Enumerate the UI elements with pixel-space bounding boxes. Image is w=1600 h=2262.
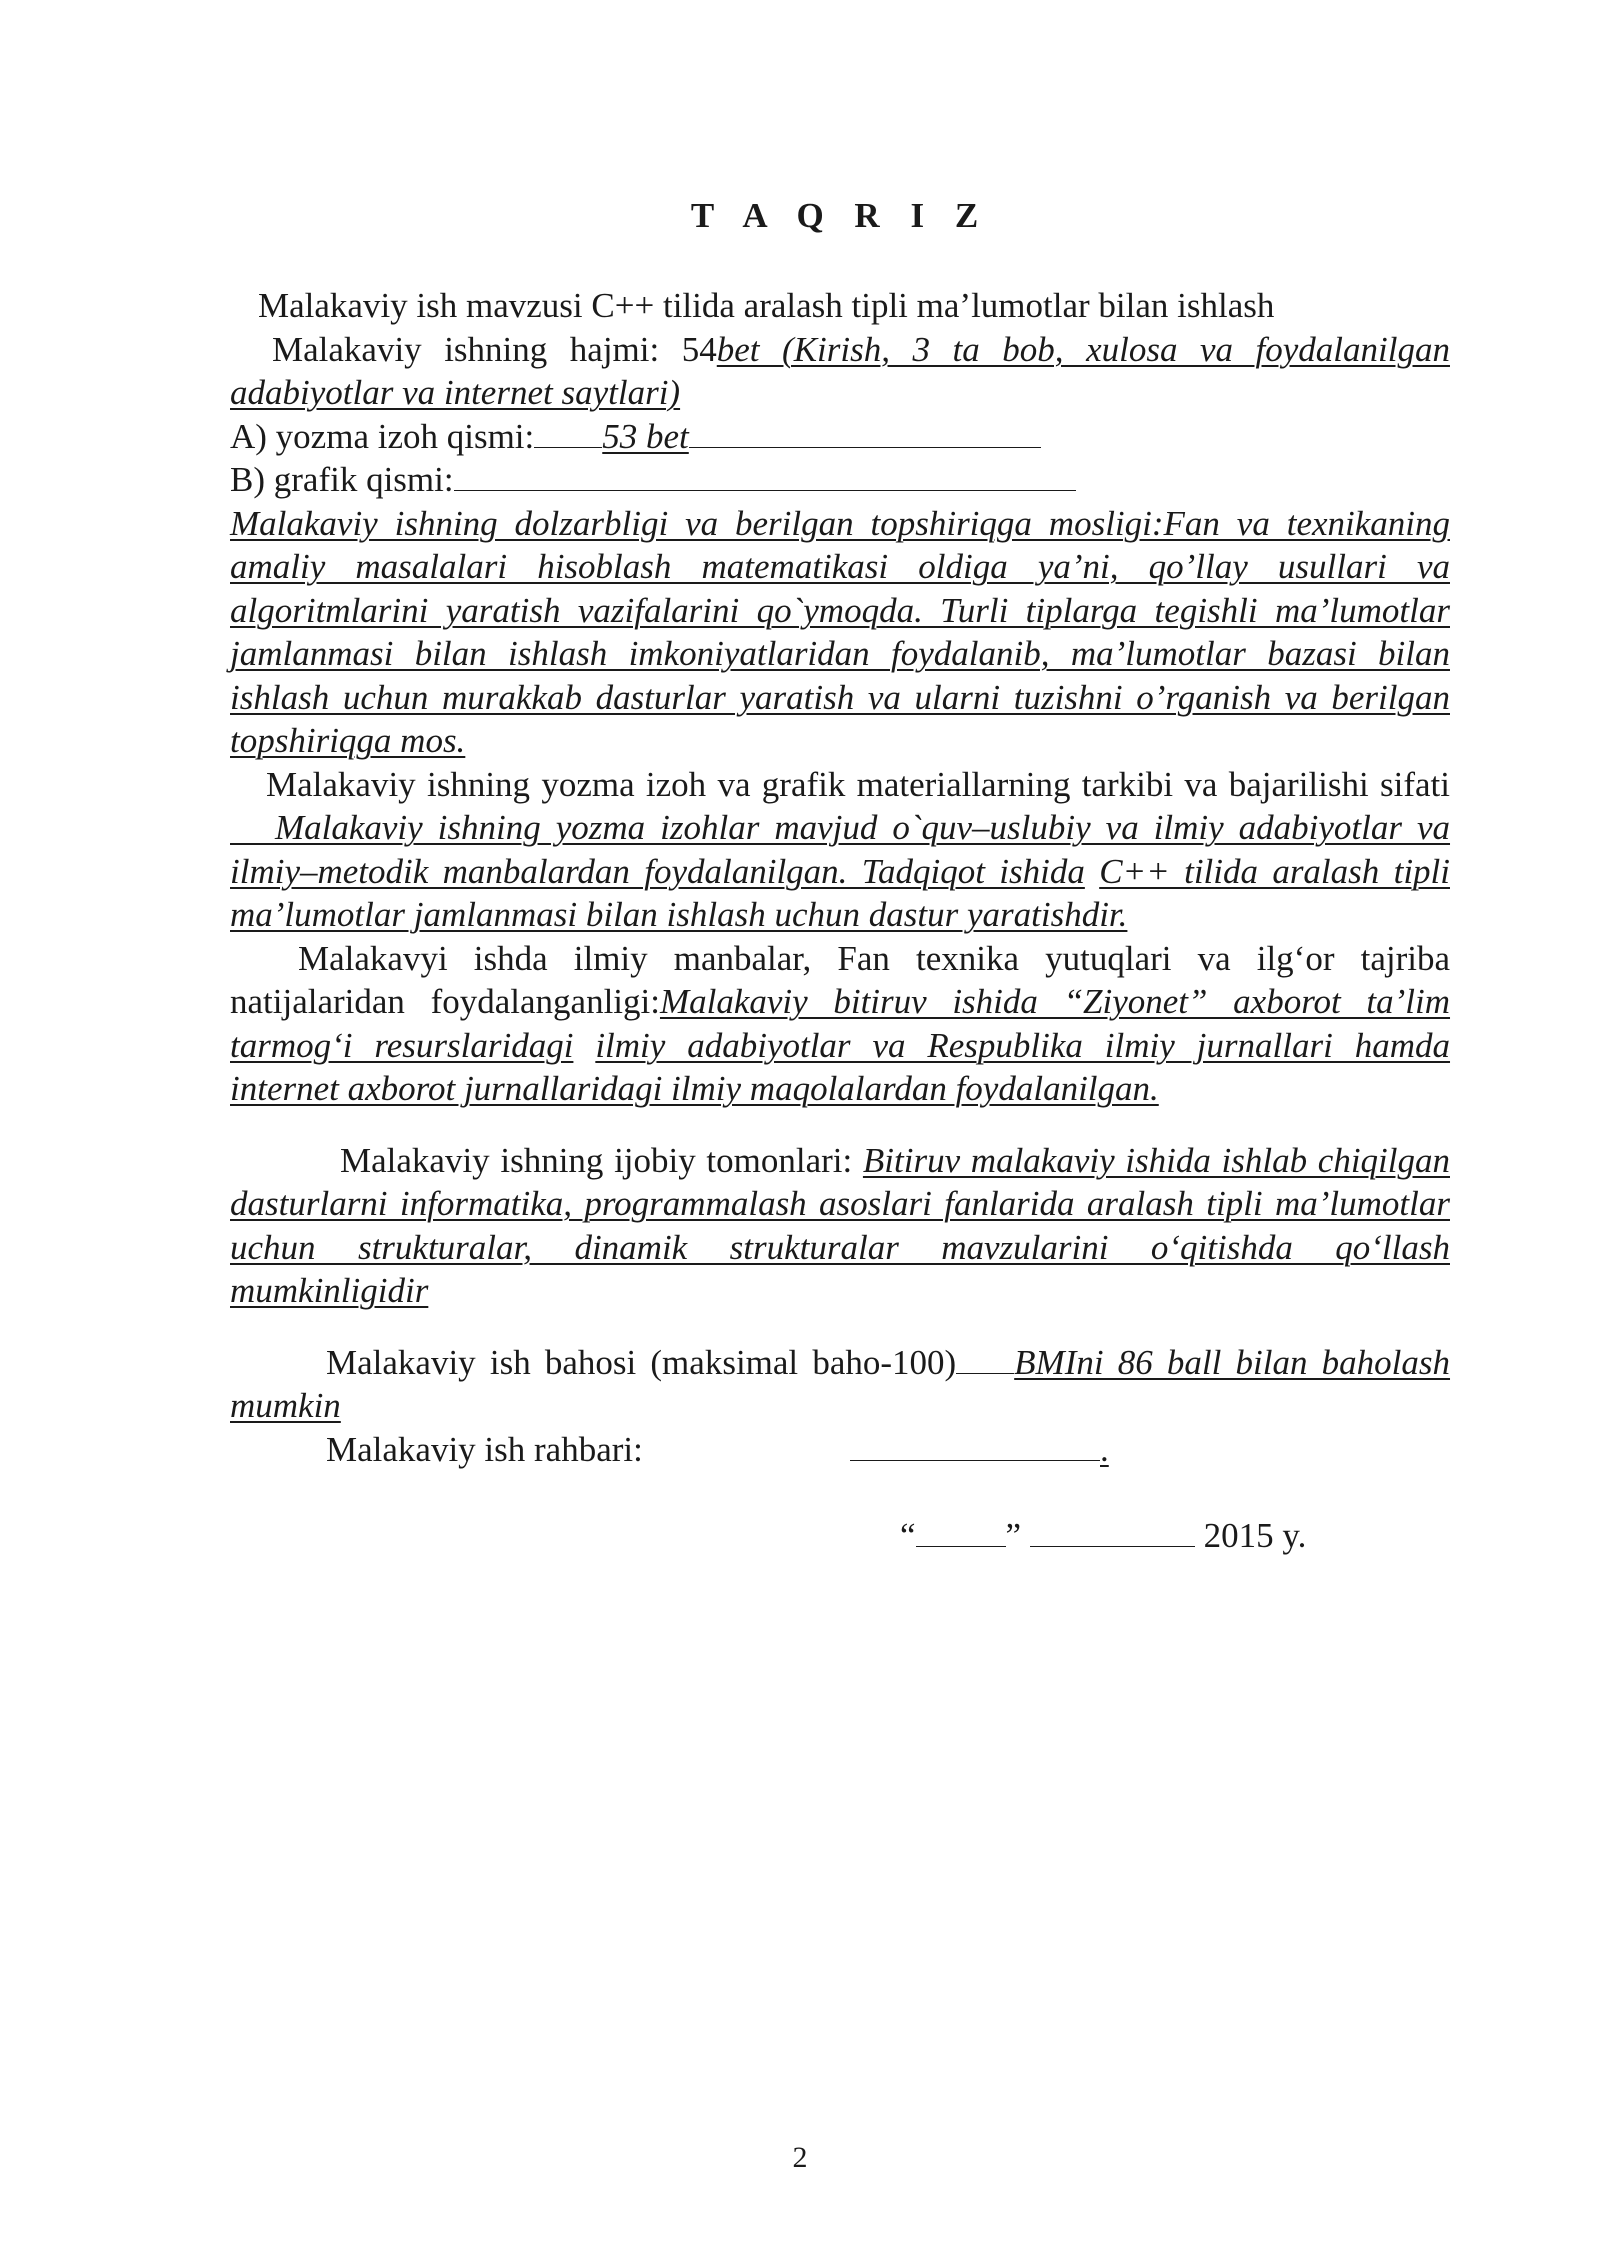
grade-value: BMIni 86 ball bilan baholash mumkin [230,1342,1451,1425]
date-row [230,1514,1450,1558]
relevance-paragraph [230,502,1450,763]
part-a-value: 53 bet [602,416,689,456]
volume-paragraph [230,328,1450,415]
relevance-text: Malakaviy ishning dolzarbligi va berilgan topshiriqga mosligi:Fan va texnikaning amaliy masalalari hisoblash matematikasi oldiga ya’ni, qo’llay usullari va algoritmlarini yaratish vazifalarini qo`ymoqda. Turli tiplarga tegishli ma’lumotlar jamlanmasi bilan ishlash imkoniyatlaridan foydalanib, ma’lumotlar bazasi bilan ishlash uchun murakkab dasturlar yaratish va ularni tuzishni o’rganish va berilgan topshiriqga mos. [230,503,1450,760]
part-b-blank [454,460,1076,491]
supervisor-end-mark: . [1100,1429,1109,1469]
part-a-line [230,415,1450,459]
quality-value-a: Malakaviy ishning yozma izohlar mavjud o`quv–uslubiy va ilmiy adabiyotlar va ilmiy–metodik manbalardan foydalanilgan. Tadqiqot ishida [230,808,1451,891]
volume-value: bet (Kirish, 3 ta bob, xulosa va foydalanilgan adabiyotlar va internet saytlari) [230,329,1450,412]
document-title: T A Q R I Z [690,196,990,235]
volume-label: Malakaviy ishning hajmi: 54 [272,329,717,369]
spacer [230,1313,1450,1341]
positives-paragraph [230,1139,1450,1313]
positives-label: Malakaviy ishning ijobiy tomonlari: [340,1140,853,1180]
page-number: 2 [792,2141,808,2174]
date-year: 2015 y. [1203,1515,1307,1555]
sources-label: Malakavyi ishda ilmiy manbalar, Fan texnika yutuqlari va ilg‘or tajriba natijalaridan foydalanganligi: [230,938,1450,1021]
supervisor-signature-line [850,1428,1109,1472]
sources-value-a: Malakaviy bitiruv ishida “Ziyonet” axborot ta’lim tarmog‘i resurslaridagi [230,982,1451,1065]
quality-paragraph [230,763,1450,937]
part-a-label: A) yozma izoh qismi: [230,416,535,456]
grade-label: Malakaviy ish bahosi (maksimal baho-100) [326,1342,957,1382]
positives-value: Bitiruv malakaviy ishida ishlab chiqilgan dasturlarni informatika, programmalash asoslari fanlarida aralash tipli ma’lumotlar uchun strukturalar, dinamik strukturalar mavzularini o‘qitishda qo‘llash mumkinligidir [230,1140,1450,1310]
supervisor-label: Malakaviy ish rahbari: [326,1429,643,1469]
part-a-blank-after [689,417,1041,448]
part-a-blank-before [534,417,602,448]
part-b-label: B) grafik qismi: [230,460,454,499]
part-b-line [230,458,1450,502]
date-close-quote: ” [1005,1515,1022,1555]
topic-text: Malakaviy ish mavzusi C++ tilida aralash tipli ma’lumotlar bilan ishlash [258,286,1275,325]
day-blank [916,1516,1006,1547]
grade-paragraph [230,1341,1450,1428]
signature-blank [850,1430,1100,1461]
sources-paragraph [230,937,1450,1111]
date-open-quote: “ [900,1515,916,1555]
month-blank [1030,1516,1195,1547]
quality-label: Malakaviy ishning yozma izoh va grafik materiallarning tarkibi va bajarilishi sifati [266,764,1450,804]
quality-gap [230,808,275,847]
quality-value-b: C++ tilida aralash tipli ma’lumotlar jamlanmasi bilan ishlash uchun dastur yaratishdir. [230,851,1450,934]
supervisor-row [230,1428,1450,1472]
grade-blank [956,1343,1014,1374]
topic-line [230,284,1450,328]
document-body [230,284,1450,1557]
sources-value-b: ilmiy adabiyotlar va Respublika ilmiy jurnallari hamda internet axborot jurnallaridagi ilmiy maqolalardan foydalanilgan. [230,1025,1451,1108]
spacer [230,1111,1450,1139]
